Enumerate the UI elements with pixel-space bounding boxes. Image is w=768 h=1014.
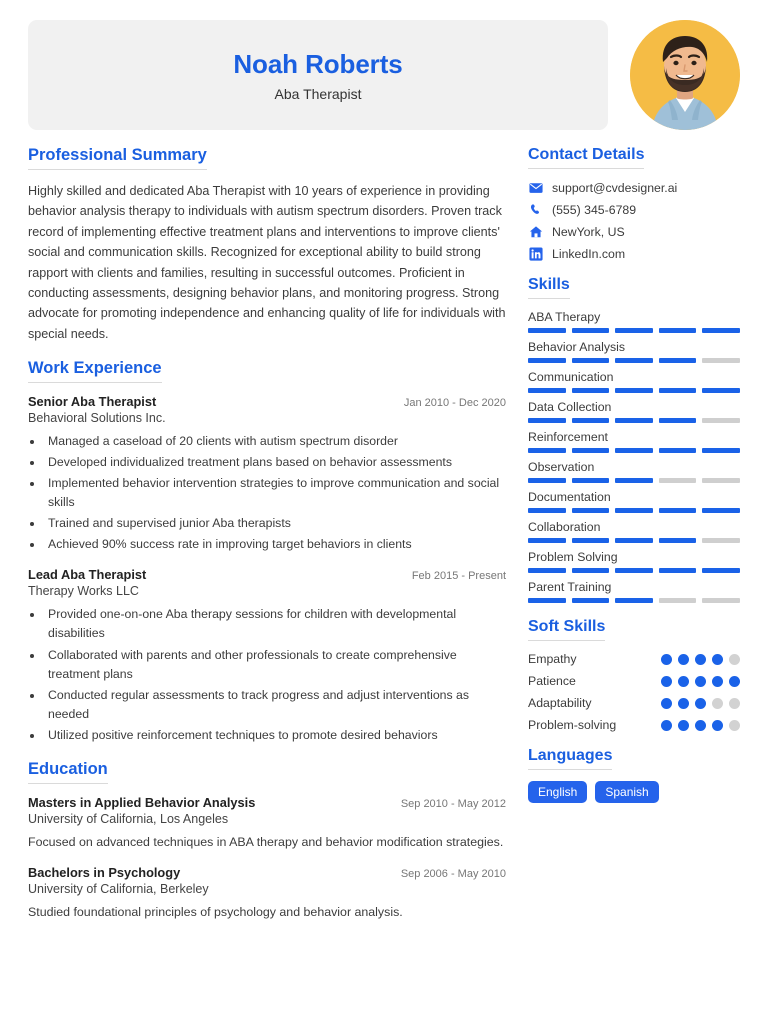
education-degree: Masters in Applied Behavior Analysis [28,794,256,810]
contact-value: (555) 345-6789 [552,202,637,217]
experience-entry [28,567,506,744]
skill-segment [572,448,610,453]
skill-segment [615,418,653,423]
skill-segment [572,478,610,483]
soft-skill-item [528,652,740,666]
section-heading-experience: Work Experience [28,359,162,383]
contact-item[interactable] [528,202,740,217]
experience-job-title: Senior Aba Therapist [28,394,157,410]
section-languages [528,747,740,803]
rating-dot [678,654,689,665]
skill-label: Documentation [528,490,611,504]
education-description: Focused on advanced techniques in ABA therapy and behavior modification strategies. [28,834,504,849]
skill-segment [528,478,566,483]
rating-dot [729,676,740,687]
experience-bullet: • Developed individualized treatment plans based on behavior assessments [44,453,506,472]
skill-segment [615,388,653,393]
rating-dot [678,698,689,709]
soft-skill-item [528,674,740,688]
education-school: University of California, Los Angeles [28,811,229,826]
experience-bullet: • Conducted regular assessments to track progress and adjust interventions as needed [44,686,506,724]
envelope-icon [528,180,543,195]
skill-segment [702,358,740,363]
entry-header [28,567,506,582]
skill-segment [528,418,566,423]
contact-item[interactable] [528,224,740,239]
sidebar-column [528,146,740,818]
skill-segment [528,328,566,333]
experience-bullets [44,432,506,554]
skill-segment [615,538,653,543]
soft-skill-label: Problem-solving [528,718,617,732]
skill-level-bar [528,598,740,603]
skill-label: ABA Therapy [528,310,601,324]
skill-item [528,460,740,483]
entry-header [28,865,506,880]
experience-company: Behavioral Solutions Inc. [28,411,166,426]
skill-segment [528,358,566,363]
rating-dot [661,698,672,709]
skill-level-bar [528,328,740,333]
education-date-range: Sep 2010 - May 2012 [400,797,506,810]
education-entry [28,795,506,852]
skill-segment [615,448,653,453]
language-pill[interactable]: Spanish [595,781,658,803]
summary-text: Highly skilled and dedicated Aba Therapist with 10 years of experience in providing behavior analysis therapy to individuals with autism spectrum disorders. Proven track record of implementing effective treatment plans and interventions to improve clients' social and communication skills. Recognized for exceptional ability to build strong rapport with clients and families, resulting in successful outcomes. Proficient in conducting assessments, designing behavior plans, and monitoring progress. Strong advocate for promoting independence and enhancing quality of life for individuals with special needs. [28,184,506,341]
experience-company: Therapy Works LLC [28,584,139,599]
skill-segment [615,328,653,333]
experience-bullet: • Managed a caseload of 20 clients with autism spectrum disorder [44,432,506,451]
section-heading-soft-skills: Soft Skills [528,618,605,641]
experience-entry [28,394,506,554]
section-education [28,760,506,922]
soft-skill-item [528,696,740,710]
rating-dot [661,676,672,687]
skill-item [528,490,740,513]
name-card [28,20,608,130]
contact-value: LinkedIn.com [552,246,626,261]
skill-label: Parent Training [528,580,612,594]
skill-segment [572,598,610,603]
skill-level-bar [528,388,740,393]
skills-list [528,310,740,603]
contact-value: NewYork, US [552,224,625,239]
skill-level-bar [528,508,740,513]
rating-dot [712,654,723,665]
skill-level-bar [528,448,740,453]
skill-label: Reinforcement [528,430,608,444]
resume-header [0,0,768,130]
entry-header [28,795,506,810]
education-date-range: Sep 2006 - May 2010 [400,867,506,880]
rating-dot [695,698,706,709]
skill-segment [659,388,697,393]
soft-skill-label: Adaptability [528,696,592,710]
section-heading-skills: Skills [528,276,570,299]
rating-dot [712,698,723,709]
section-skills [528,276,740,603]
skill-segment [615,598,653,603]
skill-item [528,430,740,453]
home-icon [528,224,543,239]
rating-dot [695,720,706,731]
skill-segment [528,598,566,603]
skill-item [528,340,740,363]
skill-segment [659,328,697,333]
experience-date-range: Jan 2010 - Dec 2020 [403,397,506,410]
skill-segment [659,418,697,423]
rating-dot [661,654,672,665]
skill-segment [572,358,610,363]
skill-segment [702,568,740,573]
skill-level-bar [528,478,740,483]
skill-segment [659,478,697,483]
skill-segment [528,448,566,453]
education-degree: Bachelors in Psychology [28,864,181,880]
skill-segment [702,388,740,393]
skill-segment [659,358,697,363]
skill-segment [572,538,610,543]
skill-segment [572,568,610,573]
section-professional-summary [28,146,506,344]
skill-item [528,580,740,603]
resume-body [0,130,768,937]
experience-bullet: • Collaborated with parents and other professionals to create comprehensive treatment plans [44,646,506,684]
skill-segment [702,448,740,453]
languages-list [528,781,740,803]
job-title: Aba Therapist [274,85,362,102]
soft-skill-rating [661,676,740,687]
skill-segment [572,508,610,513]
skill-segment [702,598,740,603]
skill-segment [615,358,653,363]
soft-skills-list [528,652,740,732]
education-entry [28,865,506,922]
experience-bullet: • Provided one-on-one Aba therapy sessions for children with developmental disabilities [44,605,506,643]
experience-bullets [44,605,506,744]
skill-segment [702,478,740,483]
contact-item[interactable] [528,246,740,261]
rating-dot [729,698,740,709]
rating-dot [678,676,689,687]
rating-dot [729,654,740,665]
soft-skill-rating [661,698,740,709]
main-column [28,146,506,937]
soft-skill-item [528,718,740,732]
section-work-experience [28,359,506,745]
skill-item [528,310,740,333]
skill-segment [615,508,653,513]
education-school: University of California, Berkeley [28,881,209,896]
skill-segment [572,328,610,333]
contact-list [528,180,740,261]
skill-item [528,400,740,423]
section-heading-education: Education [28,760,108,784]
experience-job-title: Lead Aba Therapist [28,567,147,583]
section-soft-skills [528,618,740,732]
skill-segment [615,568,653,573]
skill-segment [615,478,653,483]
skill-segment [702,418,740,423]
skill-label: Collaboration [528,520,601,534]
skill-item [528,370,740,393]
entry-header [28,394,506,409]
profile-photo-illustration [630,20,740,130]
skill-level-bar [528,568,740,573]
skill-segment [702,538,740,543]
soft-skill-rating [661,720,740,731]
skill-segment [659,538,697,543]
skill-segment [702,508,740,513]
soft-skill-rating [661,654,740,665]
skill-level-bar [528,418,740,423]
language-pill[interactable]: English [528,781,587,803]
soft-skill-label: Empathy [528,652,577,666]
experience-date-range: Feb 2015 - Present [411,570,506,583]
skill-level-bar [528,358,740,363]
skill-label: Data Collection [528,400,612,414]
skill-segment [528,508,566,513]
skill-level-bar [528,538,740,543]
skill-label: Problem Solving [528,550,618,564]
rating-dot [695,676,706,687]
skill-segment [572,388,610,393]
rating-dot [661,720,672,731]
linkedin-icon [528,246,543,261]
skill-segment [702,328,740,333]
rating-dot [678,720,689,731]
experience-bullet: • Trained and supervised junior Aba therapists [44,514,506,533]
skill-segment [659,448,697,453]
skill-segment [528,538,566,543]
education-list [28,795,506,922]
education-description: Studied foundational principles of psychology and behavior analysis. [28,904,403,919]
contact-item[interactable] [528,180,740,195]
skill-segment [572,418,610,423]
rating-dot [695,654,706,665]
skill-item [528,550,740,573]
experience-list [28,394,506,745]
rating-dot [712,676,723,687]
skill-label: Communication [528,370,614,384]
phone-icon [528,202,543,217]
experience-bullet: • Utilized positive reinforcement techniques to promote desired behaviors [44,726,506,745]
experience-bullet: • Implemented behavior intervention strategies to improve communication and social skills [44,474,506,512]
section-contact-details [528,146,740,261]
skill-label: Observation [528,460,595,474]
skill-item [528,520,740,543]
skill-segment [659,508,697,513]
section-heading-languages: Languages [528,747,612,770]
experience-bullet: • Achieved 90% success rate in improving target behaviors in clients [44,535,506,554]
contact-value: support@cvdesigner.ai [552,180,678,195]
rating-dot [712,720,723,731]
skill-segment [528,388,566,393]
soft-skill-label: Patience [528,674,576,688]
skill-segment [659,598,697,603]
rating-dot [729,720,740,731]
section-heading-contact: Contact Details [528,146,644,169]
skill-segment [659,568,697,573]
avatar [630,20,740,130]
section-heading-summary: Professional Summary [28,146,207,170]
page-title: Noah Roberts [233,48,403,79]
skill-label: Behavior Analysis [528,340,626,354]
skill-segment [528,568,566,573]
